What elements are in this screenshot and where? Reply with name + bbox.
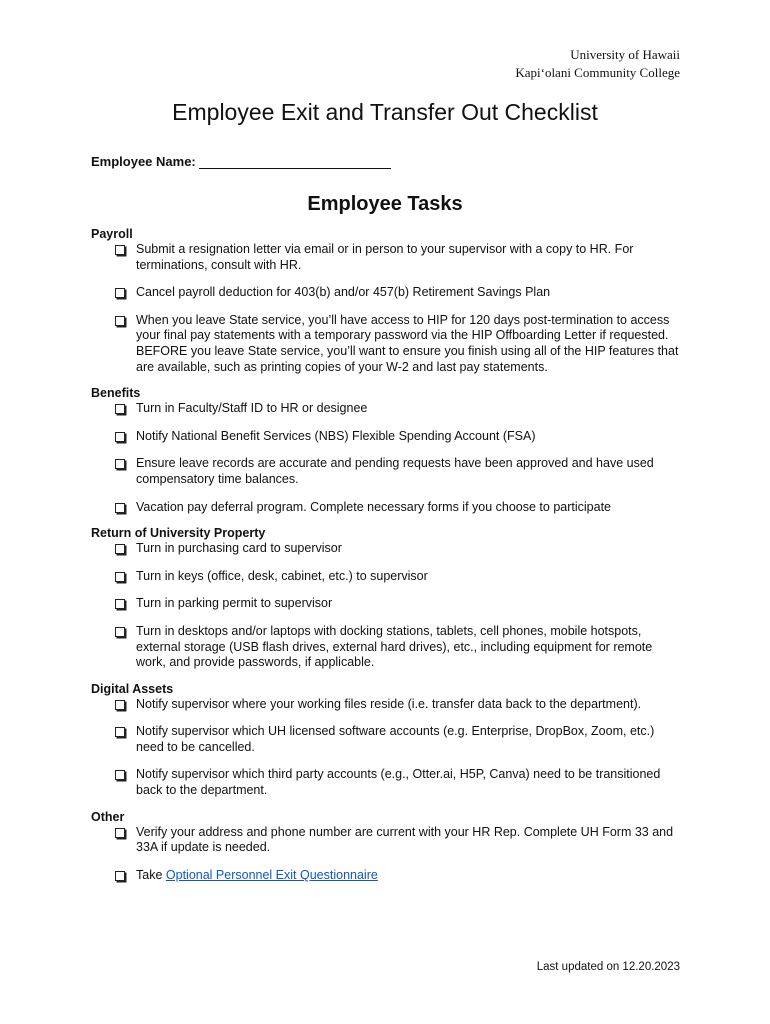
checklist-item-text: Turn in purchasing card to supervisor — [136, 541, 342, 556]
section-title: Benefits — [91, 386, 141, 401]
checklist-sections — [91, 226, 681, 893]
checkbox-icon[interactable] — [115, 627, 125, 637]
checkbox-icon[interactable] — [115, 700, 125, 710]
checklist-item — [91, 624, 681, 671]
checkbox-icon[interactable] — [115, 503, 125, 513]
college-name: Kapiʻolani Community College — [515, 65, 680, 80]
exit-questionnaire-link[interactable]: Optional Personnel Exit Questionnaire — [165, 867, 378, 882]
checkbox-icon[interactable] — [115, 432, 125, 442]
last-updated: Last updated on 12.20.2023 — [536, 961, 680, 973]
section-title: Digital Assets — [91, 681, 174, 696]
checklist-item-text: Turn in keys (office, desk, cabinet, etc.) to supervisor — [136, 568, 428, 583]
checklist-item — [91, 401, 681, 417]
checklist — [91, 401, 681, 515]
checklist-item — [91, 596, 681, 612]
university-name: University of Hawaii — [570, 47, 680, 62]
checkbox-icon[interactable] — [115, 459, 125, 469]
section-title: Payroll — [91, 227, 133, 241]
page-title: Employee Exit and Transfer Out Checklist — [172, 99, 598, 125]
institution-header — [515, 46, 680, 82]
checklist-item-text: Notify supervisor where your working files reside (i.e. transfer data back to the department). — [136, 696, 642, 711]
tasks-heading: Employee Tasks — [307, 193, 463, 215]
checklist-item-text: When you leave State service, you’ll have access to HIP for 120 days post-termination to access your final pay statements with a temporary password via the HIP Offboarding Letter if requested. BEFORE you leave State service, you’ll want to ensure you finish using all of the HIP features that are available, such as printing copies of your W-2 and last pay statements. — [136, 312, 679, 374]
employee-name-blank[interactable] — [199, 156, 391, 169]
checkbox-icon[interactable] — [115, 871, 125, 881]
checklist-item-text: Verify your address and phone number are current with your HR Rep. Complete UH Form 33 and 33A if update is needed. — [136, 824, 674, 855]
checklist — [91, 825, 681, 884]
checklist-item — [91, 767, 681, 798]
checklist-item-text: Turn in desktops and/or laptops with docking stations, tablets, cell phones, mobile hotspots, external storage (USB flash drives, external hard drives), etc., including equipment for remote work, and provide passwords, if applicable. — [136, 623, 653, 670]
checklist-item-text: Notify supervisor which third party accounts (e.g., Otter.ai, H5P, Canva) need to be transitioned back to the department. — [136, 767, 661, 798]
checkbox-icon[interactable] — [115, 770, 125, 780]
checklist-item-text: Turn in parking permit to supervisor — [136, 596, 333, 611]
checkbox-icon[interactable] — [115, 727, 125, 737]
checklist-item-text: Ensure leave records are accurate and pending requests have been approved and have used compensatory time balances. — [136, 456, 654, 486]
checkbox-icon[interactable] — [115, 316, 125, 326]
checkbox-icon[interactable] — [115, 288, 125, 298]
section-title: Other — [91, 809, 125, 824]
checklist-item — [91, 456, 681, 487]
checklist-item-text: Notify supervisor which UH licensed software accounts (e.g. Enterprise, DropBox, Zoom, etc.) need to be cancelled. — [136, 724, 655, 754]
checklist-item — [91, 825, 681, 856]
checklist — [91, 242, 681, 375]
checklist-item — [91, 541, 681, 557]
checklist-item — [91, 868, 681, 884]
checkbox-icon[interactable] — [115, 544, 125, 554]
checklist-item — [91, 697, 681, 713]
checkbox-icon[interactable] — [115, 599, 125, 609]
checklist-item — [91, 313, 681, 375]
employee-name-label: Employee Name: — [91, 154, 196, 169]
checklist-item — [91, 429, 681, 445]
checklist-item — [91, 569, 681, 585]
checklist-item-text: Notify National Benefit Services (NBS) Flexible Spending Account (FSA) — [136, 428, 536, 443]
employee-name-field[interactable] — [91, 154, 391, 169]
checkbox-icon[interactable] — [115, 245, 125, 255]
checklist-item — [91, 285, 681, 301]
checklist-item-text: Cancel payroll deduction for 403(b) and/or 457(b) Retirement Savings Plan — [136, 285, 551, 300]
checklist-item-text: Turn in Faculty/Staff ID to HR or designee — [136, 401, 368, 416]
checklist-item — [91, 500, 681, 516]
checkbox-icon[interactable] — [115, 828, 125, 838]
checklist-item-text: Take — [136, 867, 166, 882]
checklist — [91, 541, 681, 671]
checkbox-icon[interactable] — [115, 572, 125, 582]
checklist-item — [91, 242, 681, 273]
section-title: Return of University Property — [91, 526, 266, 541]
checkbox-icon[interactable] — [115, 404, 125, 414]
checklist-item-text: Submit a resignation letter via email or in person to your supervisor with a copy to HR. For terminations, consult with HR. — [136, 242, 634, 272]
checklist-item — [91, 724, 681, 755]
checklist — [91, 697, 681, 799]
checklist-item-text: Vacation pay deferral program. Complete necessary forms if you choose to participate — [136, 499, 611, 514]
